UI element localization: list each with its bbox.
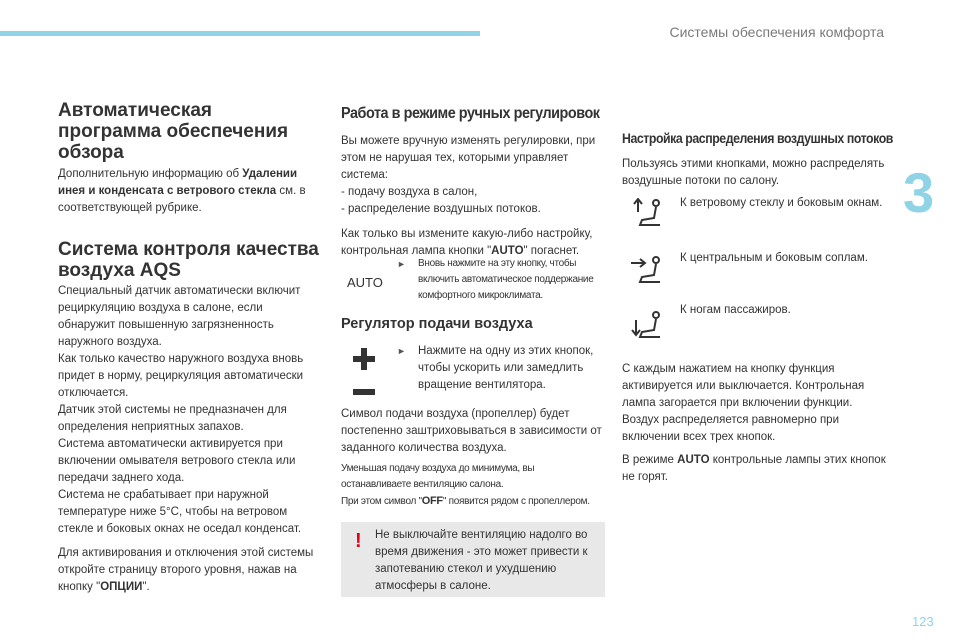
paragraph: Специальный датчик автоматически включит рециркуляцию воздуха в салоне, если обнаружит повышенную загрязненность наружного воздуха. <box>58 285 301 348</box>
auto-note: Вновь нажмите на эту кнопку, чтобы включить автоматическое поддержание комфортного микроклимата. <box>418 258 594 301</box>
warning-icon: ! <box>355 530 362 552</box>
bullet-triangle-icon: ► <box>397 259 406 269</box>
text: " погаснет. <box>523 245 580 257</box>
fan-buttons <box>350 347 378 397</box>
note-off-symbol <box>341 493 605 510</box>
fan-minus-icon <box>353 389 375 395</box>
text: В режиме <box>622 454 678 466</box>
paragraph-options <box>58 545 320 596</box>
feet-airflow-icon <box>630 310 666 340</box>
chapter-number: 3 <box>903 161 935 224</box>
page-number: 123 <box>912 614 934 629</box>
heading-fan: Регулятор подачи воздуха <box>341 316 533 332</box>
off-label: OFF <box>421 495 443 507</box>
text: ". <box>142 581 150 593</box>
options-label: ОПЦИИ <box>100 581 143 593</box>
header-accent-bar <box>0 31 480 36</box>
paragraph: Система не срабатывает при наружной температуре ниже 5°C, чтобы на ветровом стекле и боковых окнах не оседал конденсат. <box>58 489 302 535</box>
auto-label: AUTO <box>491 245 524 257</box>
text: " появится рядом с пропеллером. <box>442 496 590 507</box>
paragraph: Система автоматически активируется при включении омывателя ветрового стекла или передачи заднего хода. <box>58 438 296 484</box>
paragraph: Датчик этой системы не предназначен для определения неприятных запахов. <box>58 404 287 433</box>
text: При этом символ " <box>341 496 422 507</box>
heading-auto-visibility: Автоматическая программа обеспечения обзора <box>58 100 289 163</box>
face-airflow-icon <box>630 255 666 285</box>
paragraph: Как только качество наружного воздуха вновь придет в норму, рециркуляция автоматически отключается. <box>58 353 304 399</box>
bullet-triangle-icon: ► <box>397 346 406 356</box>
column-middle <box>341 104 605 260</box>
paragraph: С каждым нажатием на кнопку функция активируется или выключается. Контрольная лампа загорается при включении функции. Воздух распределяется равномерно при включении всех трех кнопок. <box>622 363 865 443</box>
heading-aqs: Система контроля качества воздуха AQS <box>58 239 319 281</box>
fan-note: Нажмите на одну из этих кнопок, чтобы ускорить или замедлить вращение вентилятора. <box>418 345 594 391</box>
paragraph-auto-mode <box>622 452 888 486</box>
paragraph-auto-off <box>341 226 605 260</box>
column-left <box>58 100 320 596</box>
section-title: Системы обеспечения комфорта <box>669 24 884 40</box>
note-min-airflow: Уменьшая подачу воздуха до минимума, вы останавливаете вентиляцию салона. <box>341 463 535 490</box>
heading-manual-mode: Работа в режиме ручных регулировок <box>341 105 600 122</box>
heading-distribution: Настройка распределения воздушных потоков <box>622 130 893 146</box>
auto-button: AUTO <box>347 275 383 290</box>
warning-box <box>341 522 605 597</box>
text: см. в соответствующей рубрике. <box>58 185 306 214</box>
option-feet: К ногам пассажиров. <box>680 304 791 316</box>
warning-text: Не выключайте вентиляцию надолго во время движения - это может привести к запотеванию стекол и ухудшению атмосферы в салоне. <box>375 529 588 592</box>
windshield-airflow-icon <box>630 198 666 228</box>
text: Для активирования и отключения этой системы откройте страницу второго уровня, нажав на кнопку " <box>58 547 314 593</box>
list-item: - подачу воздуха в салон, <box>341 186 478 198</box>
paragraph-propeller: Символ подачи воздуха (пропеллер) будет постепенно заштриховываться в зависимости от заданного количества воздуха. <box>341 408 602 454</box>
option-face: К центральным и боковым соплам. <box>680 252 868 264</box>
paragraph: Вы можете вручную изменять регулировки, при этом не нарушая тех, которыми управляет система: <box>341 135 596 181</box>
auto-label: AUTO <box>677 454 710 466</box>
text: Дополнительную информацию об <box>58 168 240 180</box>
fan-plus-icon <box>353 348 375 370</box>
paragraph-defrost-ref <box>58 166 320 217</box>
list-item: - распределение воздушных потоков. <box>341 203 541 215</box>
text: Как только вы измените какую-либо настройку, контрольная лампа кнопки " <box>341 228 593 257</box>
option-windshield: К ветровому стеклу и боковым окнам. <box>680 197 883 209</box>
paragraph: Пользуясь этими кнопками, можно распределять воздушные потоки по салону. <box>622 158 885 187</box>
bold-ref: Удалении инея и конденсата с ветрового стекла <box>58 168 298 197</box>
text: контрольные лампы этих кнопок не горят. <box>622 454 886 483</box>
